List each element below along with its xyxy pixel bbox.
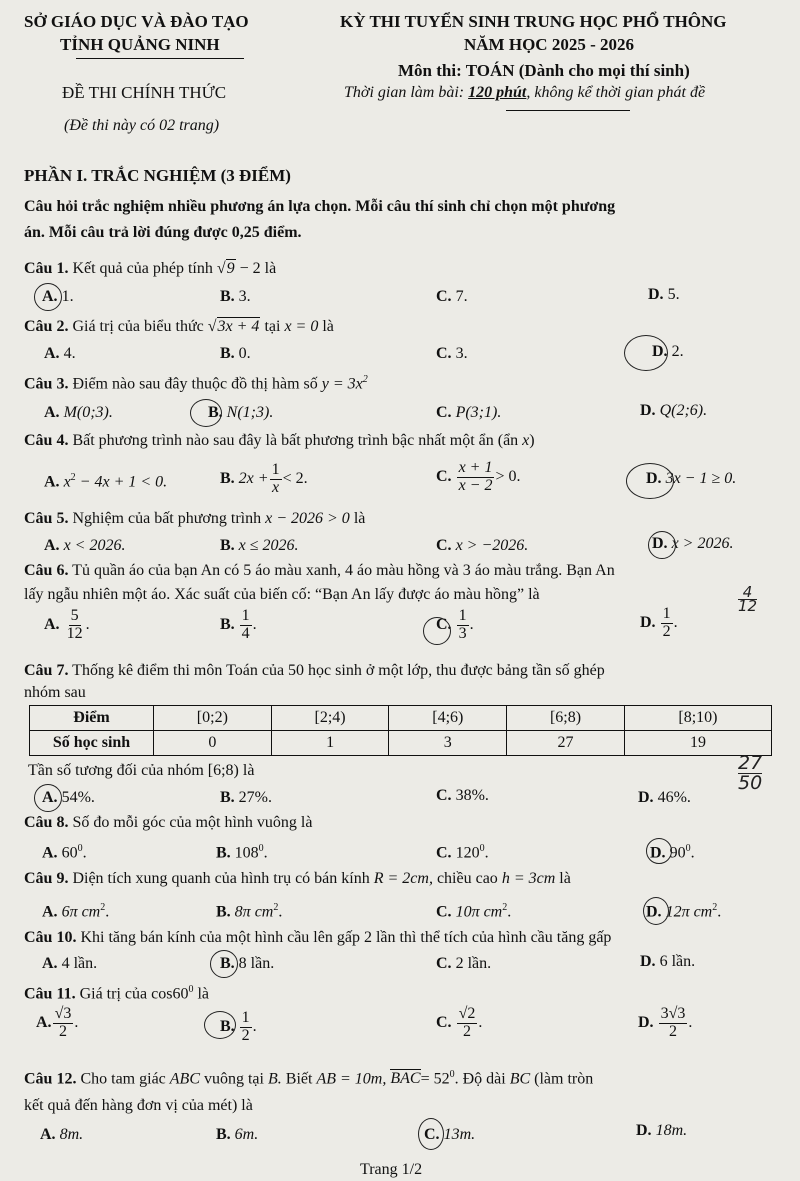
answer-mark-circle bbox=[34, 784, 62, 812]
option-text: 6 lần. bbox=[659, 953, 696, 970]
option-text: x ≤ 2026. bbox=[238, 537, 299, 554]
q3-option-c[interactable] bbox=[436, 404, 501, 422]
degree: 0 bbox=[258, 843, 264, 854]
numerator: 1 bbox=[662, 605, 671, 622]
note-numerator: 27 bbox=[738, 752, 763, 774]
table-cell: 3 bbox=[389, 731, 507, 756]
answer-mark-circle bbox=[624, 335, 668, 371]
question-text: Giá trị của bbox=[79, 985, 148, 1003]
option-text: 3x − 1 ≥ 0. bbox=[665, 470, 737, 487]
denominator: 2 bbox=[58, 1022, 67, 1040]
option-text: 4 lần. bbox=[61, 955, 98, 972]
table-cell: 19 bbox=[624, 731, 771, 756]
page-number: Trang 1/2 bbox=[360, 1161, 423, 1178]
question-tail: − 2 là bbox=[239, 260, 277, 277]
numerator: 1 bbox=[241, 607, 250, 624]
question-text: Số đo mỗi góc của một hình vuông là bbox=[72, 814, 313, 831]
option-text: P(3;1). bbox=[455, 404, 502, 421]
degree: 0 bbox=[77, 843, 83, 854]
q2-option-b[interactable] bbox=[220, 345, 251, 363]
exam-title: KỲ THI TUYỂN SINH TRUNG HỌC PHỔ THÔNG bbox=[340, 12, 727, 31]
question-number: Câu 5. bbox=[24, 510, 69, 527]
q10-option-c[interactable] bbox=[436, 955, 491, 973]
variable: x bbox=[522, 432, 530, 449]
exponent: 2 bbox=[70, 472, 76, 483]
option-text: 2. bbox=[671, 343, 684, 360]
q12-option-d[interactable] bbox=[636, 1122, 687, 1140]
option-label: A. bbox=[42, 903, 58, 921]
question-text: Thống kê điểm thi môn Toán của 50 học sinh ở một lớp, thu được bảng tần số ghép bbox=[72, 662, 605, 679]
triangle-name: ABC bbox=[169, 1070, 200, 1088]
time-suffix: , không kể thời gian phát đề bbox=[526, 84, 706, 101]
option-label: B. bbox=[220, 955, 235, 972]
numerator: 5 bbox=[70, 607, 79, 624]
option-label: D. bbox=[640, 402, 656, 419]
option-text: 3. bbox=[238, 288, 251, 305]
q6-option-c[interactable]: C. $\frac{1}{3}$ . bbox=[436, 607, 474, 642]
option-text: − 4x + 1 < 0. bbox=[75, 473, 168, 491]
question-number: Câu 1. bbox=[24, 260, 69, 277]
option-label: A. bbox=[42, 288, 58, 305]
question-8 bbox=[24, 814, 312, 832]
question-10 bbox=[24, 929, 611, 947]
side-name: BC bbox=[509, 1070, 531, 1088]
option-text: 0. bbox=[238, 345, 251, 362]
question-text: Điểm nào sau đây thuộc đồ thị hàm số bbox=[72, 375, 318, 393]
option-text: 12π cm bbox=[665, 903, 713, 921]
q7-option-b[interactable] bbox=[220, 789, 272, 807]
question-tail: là bbox=[242, 762, 255, 779]
answer-mark-circle bbox=[34, 283, 62, 311]
numerator: 3√3 bbox=[660, 1005, 686, 1022]
option-label: B. bbox=[208, 404, 223, 421]
q10-option-d[interactable] bbox=[640, 953, 695, 971]
table-cell: [8;10) bbox=[624, 706, 771, 731]
q9-option-a[interactable]: A. 6π $cm^2$. bbox=[42, 902, 110, 921]
table-cell: 0 bbox=[154, 731, 272, 756]
handwritten-note-fraction bbox=[738, 754, 762, 793]
time-prefix: Thời gian làm bài: bbox=[344, 84, 469, 101]
question-number: Câu 12. bbox=[24, 1070, 77, 1088]
official-label: ĐỀ THI CHÍNH THỨC bbox=[62, 83, 227, 102]
denominator: 3 bbox=[458, 624, 467, 642]
question-number: Câu 10. bbox=[24, 929, 77, 946]
numerator: √2 bbox=[458, 1005, 476, 1022]
question-1 bbox=[24, 260, 276, 278]
answer-mark-circle bbox=[626, 463, 674, 499]
table-cell: 27 bbox=[507, 731, 625, 756]
question-tail-2: là bbox=[322, 318, 334, 335]
fraction bbox=[65, 608, 85, 643]
question-5 bbox=[24, 510, 365, 528]
option-label: A. bbox=[44, 473, 60, 491]
question-2 bbox=[24, 318, 334, 336]
table-cell: [0;2) bbox=[154, 706, 272, 731]
option-text: 13m. bbox=[443, 1126, 476, 1143]
option-label: D. bbox=[652, 535, 668, 552]
question-text: Khi tăng bán kính của một hình cầu lên gấp 2 lần thì thể tích của hình cầu tăng gấp bbox=[80, 929, 612, 946]
inequality: x − 2026 > 0 bbox=[265, 510, 350, 527]
option-label: B. bbox=[216, 903, 231, 921]
subject-line: Môn thi: TOÁN (Dành cho mọi thí sinh) bbox=[398, 61, 690, 80]
question-text: Giá trị của biểu thức bbox=[72, 318, 204, 335]
q1-option-c[interactable] bbox=[436, 288, 468, 306]
denominator: 2 bbox=[662, 622, 671, 640]
option-text: M(0;3). bbox=[63, 404, 113, 421]
answer-mark-circle bbox=[190, 399, 222, 427]
numerator: 1 bbox=[241, 1009, 250, 1026]
q1-option-b[interactable] bbox=[220, 288, 251, 306]
question-text: Cho tam giác bbox=[80, 1070, 166, 1088]
denominator: 4 bbox=[241, 624, 250, 642]
q2-option-c[interactable] bbox=[436, 345, 468, 363]
q11-option-b[interactable]: B. $\frac{1}{2}$ . bbox=[220, 1009, 257, 1044]
option-text: 7. bbox=[455, 288, 468, 305]
denominator: x − 2 bbox=[458, 476, 493, 494]
numerator: x + 1 bbox=[458, 459, 493, 476]
option-text: 54%. bbox=[61, 789, 95, 806]
q11-option-d[interactable]: D. $\frac{3√3}{2}$ . bbox=[638, 1005, 693, 1040]
option-label: A. bbox=[44, 404, 60, 421]
height: h = 3cm bbox=[501, 870, 556, 887]
option-label: D. bbox=[638, 1013, 654, 1031]
question-number: Câu 9. bbox=[24, 870, 69, 887]
q9-option-d[interactable]: D. 12π $cm^2$. bbox=[646, 902, 722, 921]
answer-mark-circle bbox=[210, 950, 238, 978]
option-text: x > −2026. bbox=[455, 537, 529, 554]
question-number: Câu 11. bbox=[24, 985, 76, 1003]
question-number: Câu 7. bbox=[24, 662, 69, 679]
denominator: x bbox=[272, 478, 280, 496]
question-3 bbox=[24, 374, 368, 393]
q6-option-d[interactable]: D. $\frac{1}{2}$ . bbox=[640, 605, 678, 640]
department-line2: TỈNH QUẢNG NINH bbox=[60, 35, 220, 54]
q8-option-c[interactable]: C. $120^0$. bbox=[436, 843, 489, 862]
option-text: < 2. bbox=[282, 469, 308, 487]
q4-option-b[interactable] bbox=[220, 462, 308, 497]
table-cell: [6;8) bbox=[507, 706, 625, 731]
q4-option-a[interactable] bbox=[44, 472, 167, 491]
department-line1: SỞ GIÁO DỤC VÀ ĐÀO TẠO bbox=[24, 12, 249, 31]
section-instructions-2: án. Mỗi câu trả lời đúng được 0,25 điểm. bbox=[24, 224, 302, 241]
q8-option-b[interactable]: B. $108^0$. bbox=[216, 843, 268, 862]
answer-mark-circle bbox=[643, 897, 669, 925]
q2-option-a[interactable] bbox=[44, 345, 76, 363]
option-label: D. bbox=[640, 953, 656, 970]
option-label: D. bbox=[638, 789, 654, 806]
question-7-line-1 bbox=[24, 662, 605, 680]
answer-mark-circle bbox=[423, 617, 451, 645]
option-label: B. bbox=[220, 537, 235, 554]
option-text: 38%. bbox=[455, 787, 489, 804]
option-label: D. bbox=[636, 1122, 652, 1139]
q11-option-c[interactable]: C. $\frac{√2}{2}$ . bbox=[436, 1005, 483, 1040]
question-text: (làm tròn bbox=[534, 1070, 594, 1088]
denominator: 2 bbox=[462, 1022, 471, 1040]
degree: 0 bbox=[479, 843, 485, 854]
paren-close: ) bbox=[529, 432, 535, 449]
fraction bbox=[53, 1006, 74, 1041]
section-instructions-1: Câu hỏi trắc nghiệm nhiều phương án lựa chọn. Mỗi câu thí sinh chỉ chọn một phương bbox=[24, 198, 616, 215]
question-number: Câu 2. bbox=[24, 318, 69, 335]
denominator: 2 bbox=[668, 1022, 677, 1040]
time-value: 120 phút bbox=[468, 84, 527, 101]
exponent: 2 bbox=[362, 374, 368, 385]
table-cell: [2;4) bbox=[271, 706, 389, 731]
note-denominator: 50 bbox=[738, 772, 763, 794]
option-label: C. bbox=[436, 903, 452, 921]
table-cell: 1 bbox=[271, 731, 389, 756]
school-year: NĂM HỌC 2025 - 2026 bbox=[464, 35, 634, 54]
handwritten-note-fraction bbox=[738, 583, 758, 615]
question-tail: là bbox=[197, 985, 209, 1003]
option-text: 10π cm bbox=[455, 903, 503, 921]
option-label: B. bbox=[220, 345, 235, 362]
option-label: A. bbox=[42, 955, 58, 972]
option-text: 108 bbox=[234, 844, 259, 862]
option-text: 18m. bbox=[655, 1122, 688, 1139]
option-text: 27%. bbox=[238, 789, 272, 806]
question-6-line-2: lấy ngẫu nhiên một áo. Xác suất của biến cố: “Bạn An lấy được áo màu hồng” là bbox=[24, 586, 540, 603]
option-text: 120 bbox=[455, 844, 480, 862]
option-label: D. bbox=[640, 613, 656, 631]
angle-name: BAC bbox=[390, 1070, 421, 1088]
fraction bbox=[240, 608, 252, 643]
q6-option-b[interactable]: B. $\frac{1}{4}$ . bbox=[220, 607, 257, 642]
exponent: 2 bbox=[273, 902, 279, 913]
q10-option-a[interactable] bbox=[42, 955, 97, 973]
question-text: Tần số tương đối của nhóm bbox=[28, 762, 204, 779]
option-text: > 0. bbox=[495, 467, 521, 485]
header-rule-left bbox=[76, 58, 244, 59]
option-text: 5. bbox=[667, 286, 680, 303]
option-label: C. bbox=[436, 345, 452, 362]
fraction bbox=[661, 606, 673, 641]
question-number: Câu 8. bbox=[24, 814, 69, 831]
option-text: 3. bbox=[455, 345, 468, 362]
question-11 bbox=[24, 984, 209, 1003]
fraction bbox=[457, 460, 495, 495]
option-text: N(1;3). bbox=[226, 404, 274, 421]
question-6-line-1 bbox=[24, 562, 615, 580]
denominator: 12 bbox=[66, 624, 83, 642]
option-text: 6π cm bbox=[61, 903, 101, 921]
option-label: C. bbox=[436, 537, 452, 554]
option-label: D. bbox=[646, 903, 662, 921]
option-label: C. bbox=[436, 404, 452, 421]
option-label: C. bbox=[436, 787, 452, 804]
fraction bbox=[240, 1010, 252, 1045]
q8-option-a[interactable]: A. $60^0$. bbox=[42, 843, 87, 862]
q8-option-d[interactable]: D. $90^0$. bbox=[650, 843, 695, 862]
option-label: A. bbox=[40, 1126, 56, 1143]
question-number: Câu 3. bbox=[24, 375, 69, 393]
sqrt-expression: √9 bbox=[216, 260, 235, 277]
option-label: D. bbox=[646, 470, 662, 487]
answer-mark-circle bbox=[646, 838, 672, 864]
option-text: 90 bbox=[669, 844, 686, 862]
sqrt-expression: √3x + 4 bbox=[207, 318, 260, 335]
option-text: 1. bbox=[61, 288, 74, 305]
fraction bbox=[457, 608, 469, 643]
option-label: A. bbox=[44, 537, 60, 554]
option-label: B. bbox=[220, 469, 235, 487]
time-line bbox=[344, 84, 705, 102]
q7-option-d[interactable] bbox=[638, 789, 691, 807]
question-text: vuông tại bbox=[203, 1070, 264, 1088]
option-label: D. bbox=[652, 343, 668, 360]
table-cell: Số học sinh bbox=[30, 731, 154, 756]
answer-mark-circle bbox=[418, 1118, 444, 1150]
question-text-mid: chiều cao bbox=[436, 870, 498, 887]
option-label: B. bbox=[220, 789, 235, 806]
radius: R = 2cm, bbox=[373, 870, 433, 887]
question-tail: là bbox=[353, 510, 366, 527]
option-text: 46%. bbox=[657, 789, 691, 806]
option-label: B. bbox=[220, 1017, 235, 1035]
degree: 0 bbox=[685, 843, 691, 854]
table-cell: Điểm bbox=[30, 706, 154, 731]
question-text: Tủ quần áo của bạn An có 5 áo màu xanh, 4 áo màu hồng và 3 áo màu trắng. Bạn An bbox=[72, 562, 615, 579]
question-12-line-2: kết quả đến hàng đơn vị của mét) là bbox=[24, 1097, 253, 1114]
option-label: C. bbox=[436, 467, 452, 485]
option-label: B. bbox=[216, 844, 231, 862]
fraction bbox=[457, 1006, 478, 1041]
answer-mark-circle bbox=[204, 1011, 236, 1039]
numerator: 1 bbox=[458, 607, 467, 624]
question-12-line-1 bbox=[24, 1069, 593, 1088]
option-text: 6m. bbox=[234, 1126, 259, 1143]
exponent: 2 bbox=[100, 902, 106, 913]
fraction bbox=[659, 1006, 688, 1041]
option-text: x > 2026. bbox=[671, 535, 734, 552]
option-text: 4. bbox=[63, 345, 76, 362]
option-label: C. bbox=[424, 1126, 440, 1143]
question-tail: là bbox=[559, 870, 571, 887]
question-text: Biết bbox=[285, 1070, 313, 1088]
q12-option-a[interactable] bbox=[40, 1126, 83, 1144]
option-text: 8m. bbox=[59, 1126, 84, 1143]
table-cell: [4;6) bbox=[389, 706, 507, 731]
numerator: 1 bbox=[271, 461, 280, 478]
function: y = 3x bbox=[321, 375, 363, 393]
q5-option-c[interactable] bbox=[436, 537, 528, 555]
angle-value: = 52 bbox=[420, 1070, 450, 1088]
question-text: Nghiệm của bất phương trình bbox=[72, 510, 262, 527]
option-text: x < 2026. bbox=[63, 537, 126, 554]
table-row-counts bbox=[30, 731, 772, 756]
option-label: A. bbox=[36, 1013, 52, 1031]
q4-option-c[interactable] bbox=[436, 460, 521, 495]
numerator: √3 bbox=[54, 1005, 72, 1022]
option-label: A. bbox=[44, 615, 60, 633]
q3-option-a[interactable] bbox=[44, 404, 113, 422]
cos-expression: cos60 bbox=[151, 985, 189, 1003]
table-row-header bbox=[30, 706, 772, 731]
question-7-ask bbox=[28, 762, 254, 780]
exponent: 2 bbox=[712, 902, 718, 913]
option-text: 8 lần. bbox=[238, 955, 275, 972]
question-7-line-2: nhóm sau bbox=[24, 684, 86, 701]
option-label: A. bbox=[42, 844, 58, 862]
radicand: 9 bbox=[226, 260, 235, 277]
option-text: x bbox=[63, 473, 71, 491]
section-title: PHẦN I. TRẮC NGHIỆM (3 ĐIỂM) bbox=[24, 166, 291, 185]
header-rule-right bbox=[506, 110, 630, 111]
option-label: B. bbox=[216, 1126, 231, 1143]
question-9 bbox=[24, 870, 571, 888]
option-label: B. bbox=[220, 288, 235, 305]
question-text: Diện tích xung quanh của hình trụ có bán kính bbox=[72, 870, 370, 887]
option-text: 2x + bbox=[238, 469, 269, 487]
question-tail: tại bbox=[264, 318, 281, 335]
option-label: C. bbox=[436, 955, 452, 972]
denominator: 2 bbox=[241, 1026, 250, 1044]
q5-option-b[interactable] bbox=[220, 537, 299, 555]
option-text: 60 bbox=[61, 844, 78, 862]
q11-option-a[interactable]: A. $\frac{√3}{2}$ . bbox=[36, 1005, 79, 1040]
option-label: D. bbox=[650, 844, 666, 862]
side-length: AB = 10m, bbox=[316, 1070, 387, 1088]
degree: 0 bbox=[188, 984, 194, 995]
option-label: A. bbox=[42, 789, 58, 806]
q12-option-b[interactable] bbox=[216, 1126, 258, 1144]
pages-note: (Đề thi này có 02 trang) bbox=[64, 117, 220, 134]
question-text: . Độ dài bbox=[454, 1070, 506, 1088]
frequency-table bbox=[29, 705, 772, 756]
option-label: B. bbox=[220, 615, 235, 633]
option-text: Q(2;6). bbox=[659, 402, 708, 419]
option-text: 2 lần. bbox=[455, 955, 492, 972]
q3-option-d[interactable] bbox=[640, 402, 707, 420]
q1-option-d[interactable] bbox=[648, 286, 680, 304]
question-text: Kết quả của phép tính bbox=[72, 260, 213, 277]
option-label: C. bbox=[436, 1013, 452, 1031]
q7-option-c[interactable] bbox=[436, 787, 489, 805]
q9-option-b[interactable]: B. 8π $cm^2$. bbox=[216, 902, 283, 921]
note-numerator: 4 bbox=[742, 583, 753, 601]
condition: x = 0 bbox=[284, 318, 319, 335]
option-label: D. bbox=[648, 286, 664, 303]
q9-option-c[interactable]: C. 10π $cm^2$. bbox=[436, 902, 512, 921]
question-4 bbox=[24, 432, 535, 450]
q6-option-a[interactable]: A. $\frac{5}{12}$ . bbox=[44, 607, 90, 642]
option-label: C. bbox=[436, 844, 452, 862]
exponent: 2 bbox=[502, 902, 508, 913]
vertex-name: B. bbox=[267, 1070, 282, 1088]
radicand: 3x + 4 bbox=[217, 318, 260, 335]
group-interval: [6;8) bbox=[207, 762, 239, 779]
option-text: 8π cm bbox=[234, 903, 274, 921]
question-text: Bất phương trình nào sau đây là bất phương trình bậc nhất một ẩn (ẩn bbox=[72, 432, 519, 449]
answer-mark-circle bbox=[648, 531, 676, 559]
q5-option-a[interactable] bbox=[44, 537, 125, 555]
option-label: C. bbox=[436, 615, 452, 633]
option-label: A. bbox=[44, 345, 60, 362]
option-label: C. bbox=[436, 288, 452, 305]
question-number: Câu 4. bbox=[24, 432, 69, 449]
degree: 0 bbox=[449, 1069, 455, 1080]
question-number: Câu 6. bbox=[24, 562, 69, 579]
fraction bbox=[270, 462, 282, 497]
note-denominator: 12 bbox=[738, 597, 758, 615]
